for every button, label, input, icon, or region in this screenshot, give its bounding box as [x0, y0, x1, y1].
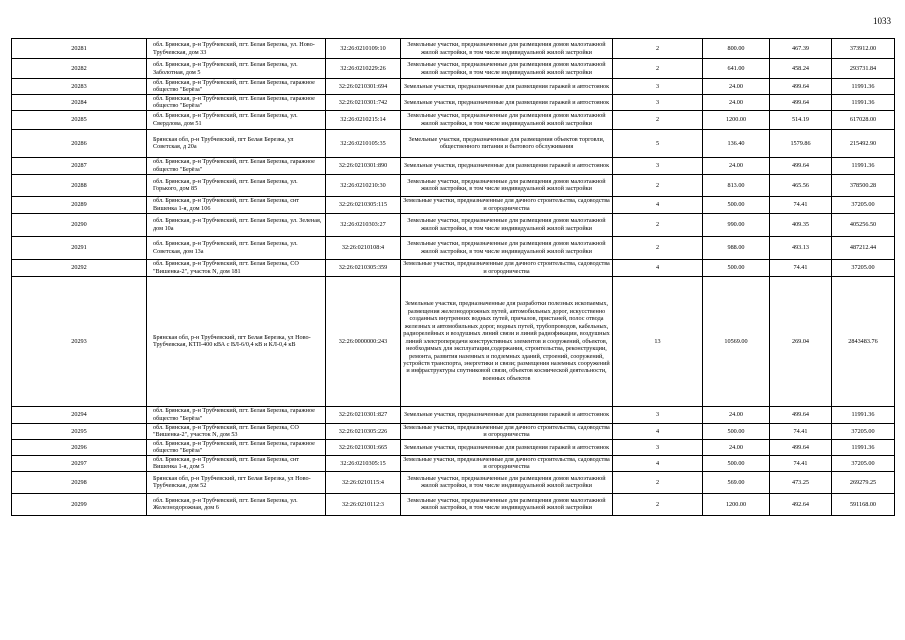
cadastral-value-cell: 2843483.76: [832, 276, 895, 406]
address-cell: обл. Брянская, р-н Трубчевский, пгт. Белая Березка, ул. Горького, дом 85: [147, 174, 326, 196]
land-use-purpose-cell: Земельные участки, предназначенные для размещения гаражей и автостоянок: [401, 439, 613, 455]
row-number: 20291: [12, 236, 147, 259]
table-row: [12, 157, 895, 174]
area-cell: 800.00: [703, 39, 770, 59]
use-group-cell: 2: [613, 59, 703, 79]
area-cell: 24.00: [703, 94, 770, 110]
cadastral-number-cell: 32:26:0210301:890: [326, 157, 401, 174]
use-group-cell: 2: [613, 471, 703, 493]
land-use-purpose-cell: Земельные участки, предназначенные для размещения домов малоэтажной жилой застройки, в том числе индивидуальной жилой застройки: [401, 110, 613, 129]
area-cell: 1200.00: [703, 110, 770, 129]
cadastral-value-cell: 37205.00: [832, 423, 895, 439]
cadastral-value-cell: 487212.44: [832, 236, 895, 259]
land-use-purpose-cell: Земельные участки, предназначенные для размещения домов малоэтажной жилой застройки, в том числе индивидуальной жилой застройки: [401, 236, 613, 259]
cadastral-number-cell: 32:26:0210305:15: [326, 455, 401, 471]
area-cell: 24.00: [703, 406, 770, 423]
land-use-purpose-cell: Земельные участки, предназначенные для размещения домов малоэтажной жилой застройки, в том числе индивидуальной жилой застройки: [401, 213, 613, 236]
specific-value-cell: 499.64: [770, 406, 832, 423]
cadastral-number-cell: 32:26:0210210:30: [326, 174, 401, 196]
specific-value-cell: 492.64: [770, 493, 832, 515]
use-group-cell: 2: [613, 493, 703, 515]
cadastral-number-cell: 32:26:0210109:10: [326, 39, 401, 59]
row-number: 20290: [12, 213, 147, 236]
specific-value-cell: 409.35: [770, 213, 832, 236]
table-row: [12, 94, 895, 110]
land-use-purpose-cell: Земельные участки, предназначенные для размещения гаражей и автостоянок: [401, 94, 613, 110]
specific-value-cell: 74.41: [770, 455, 832, 471]
table-row: [12, 423, 895, 439]
row-number: 20286: [12, 129, 147, 157]
row-number: 20289: [12, 196, 147, 213]
specific-value-cell: 493.13: [770, 236, 832, 259]
address-cell: обл. Брянская, р-н Трубчевский, пгт. Белая Березка, ул. Зеленая, дом 10а: [147, 213, 326, 236]
area-cell: 569.00: [703, 471, 770, 493]
cadastral-value-cell: 37205.00: [832, 455, 895, 471]
address-cell: обл. Брянская, р-н Трубчевский, пгт. Белая Березка, ул. Свердлова, дом 51: [147, 110, 326, 129]
row-number: 20284: [12, 94, 147, 110]
cadastral-number-cell: 32:26:0210215:14: [326, 110, 401, 129]
row-number: 20298: [12, 471, 147, 493]
land-use-purpose-cell: Земельные участки, предназначенные для размещения гаражей и автостоянок: [401, 79, 613, 95]
row-number: 20282: [12, 59, 147, 79]
address-cell: обл. Брянская, р-н Трубчевский, пгт. Белая Березка, снт Вишенка 1-я, дом 5: [147, 455, 326, 471]
specific-value-cell: 499.64: [770, 94, 832, 110]
specific-value-cell: 499.64: [770, 79, 832, 95]
area-cell: 10569.00: [703, 276, 770, 406]
cadastral-number-cell: 32:26:0210115:4: [326, 471, 401, 493]
specific-value-cell: 458.24: [770, 59, 832, 79]
land-registry-table: [11, 38, 895, 516]
specific-value-cell: 467.39: [770, 39, 832, 59]
cadastral-value-cell: 405256.50: [832, 213, 895, 236]
area-cell: 641.00: [703, 59, 770, 79]
cadastral-value-cell: 37205.00: [832, 259, 895, 276]
land-use-purpose-cell: Земельные участки, предназначенные для размещения гаражей и автостоянок: [401, 157, 613, 174]
use-group-cell: 4: [613, 259, 703, 276]
address-cell: обл. Брянская, р-н Трубчевский, пгт. Белая Березка, ул. Советская, дом 13а: [147, 236, 326, 259]
cadastral-number-cell: 32:26:0210305:359: [326, 259, 401, 276]
use-group-cell: 3: [613, 406, 703, 423]
table-row: [12, 406, 895, 423]
row-number: 20299: [12, 493, 147, 515]
address-cell: обл. Брянская, р-н Трубчевский, пгт. Белая Березка, гаражное общество "Берёза": [147, 406, 326, 423]
row-number: 20281: [12, 39, 147, 59]
table-row: [12, 174, 895, 196]
use-group-cell: 4: [613, 455, 703, 471]
specific-value-cell: 1579.86: [770, 129, 832, 157]
address-cell: обл. Брянская, р-н Трубчевский, пгт. Белая Березка, ул. Заболотная, дом 5: [147, 59, 326, 79]
table-row: [12, 110, 895, 129]
use-group-cell: 4: [613, 423, 703, 439]
cadastral-number-cell: 32:26:0210301:827: [326, 406, 401, 423]
row-number: 20287: [12, 157, 147, 174]
area-cell: 24.00: [703, 79, 770, 95]
table-row: [12, 493, 895, 515]
row-number: 20292: [12, 259, 147, 276]
cadastral-value-cell: 11991.36: [832, 79, 895, 95]
cadastral-value-cell: 373912.00: [832, 39, 895, 59]
cadastral-number-cell: 32:26:0210303:27: [326, 213, 401, 236]
table-row: [12, 259, 895, 276]
land-use-purpose-cell: Земельные участки, предназначенные для дачного строительства, садоводства и огородничества: [401, 455, 613, 471]
cadastral-number-cell: 32:26:0210301:742: [326, 94, 401, 110]
area-cell: 813.00: [703, 174, 770, 196]
land-use-purpose-cell: Земельные участки, предназначенные для размещения домов малоэтажной жилой застройки, в том числе индивидуальной жилой застройки: [401, 59, 613, 79]
cadastral-value-cell: 215492.90: [832, 129, 895, 157]
cadastral-value-cell: 269279.25: [832, 471, 895, 493]
area-cell: 24.00: [703, 157, 770, 174]
use-group-cell: 2: [613, 174, 703, 196]
cadastral-number-cell: 32:26:0210105:35: [326, 129, 401, 157]
use-group-cell: 4: [613, 196, 703, 213]
land-use-purpose-cell: Земельные участки, предназначенные для дачного строительства, садоводства и огородничества: [401, 259, 613, 276]
cadastral-number-cell: 32:26:0210229:26: [326, 59, 401, 79]
land-use-purpose-cell: Земельные участки, предназначенные для размещения домов малоэтажной жилой застройки, в том числе индивидуальной жилой застройки: [401, 493, 613, 515]
use-group-cell: 2: [613, 213, 703, 236]
use-group-cell: 2: [613, 110, 703, 129]
row-number: 20288: [12, 174, 147, 196]
cadastral-number-cell: 32:26:0210301:665: [326, 439, 401, 455]
area-cell: 988.00: [703, 236, 770, 259]
area-cell: 500.00: [703, 259, 770, 276]
use-group-cell: 3: [613, 94, 703, 110]
row-number: 20293: [12, 276, 147, 406]
row-number: 20297: [12, 455, 147, 471]
address-cell: обл. Брянская, р-н Трубчевский, пгт. Белая Березка, гаражное общество "Берёза": [147, 439, 326, 455]
cadastral-value-cell: 11991.36: [832, 94, 895, 110]
cadastral-value-cell: 11991.36: [832, 157, 895, 174]
cadastral-value-cell: 11991.36: [832, 406, 895, 423]
land-use-purpose-cell: Земельные участки, предназначенные для размещения домов малоэтажной жилой застройки, в том числе индивидуальной жилой застройки: [401, 39, 613, 59]
table-row: [12, 39, 895, 59]
use-group-cell: 3: [613, 79, 703, 95]
table-row: [12, 129, 895, 157]
table-row: [12, 59, 895, 79]
land-use-purpose-cell: Земельные участки, предназначенные для размещения домов малоэтажной жилой застройки, в том числе индивидуальной жилой застройки: [401, 174, 613, 196]
table-row: [12, 439, 895, 455]
specific-value-cell: 74.41: [770, 196, 832, 213]
area-cell: 24.00: [703, 439, 770, 455]
cadastral-value-cell: 293731.84: [832, 59, 895, 79]
address-cell: обл. Брянская, р-н Трубчевский, пгт. Белая Березка, снт Вишенка 1-я, дом 106: [147, 196, 326, 213]
cadastral-number-cell: 32:26:0210112:3: [326, 493, 401, 515]
specific-value-cell: 473.25: [770, 471, 832, 493]
use-group-cell: 2: [613, 236, 703, 259]
area-cell: 500.00: [703, 455, 770, 471]
land-use-purpose-cell: Земельные участки, предназначенные для дачного строительства, садоводства и огородничества: [401, 423, 613, 439]
use-group-cell: 3: [613, 157, 703, 174]
address-cell: Брянская обл, р-н Трубчевский, пгт Белая Березка, ул Советская, д 20а: [147, 129, 326, 157]
page-number: 1033: [873, 16, 891, 26]
address-cell: Брянская обл, р-н Трубчевский, пгт Белая Березка, ул Ново-Трубчевская, дом 52: [147, 471, 326, 493]
table-row: [12, 236, 895, 259]
specific-value-cell: 269.04: [770, 276, 832, 406]
address-cell: обл. Брянская, р-н Трубчевский, пгт. Белая Березка, ул. Железнодорожная, дом 6: [147, 493, 326, 515]
land-use-purpose-cell: Земельные участки, предназначенные для размещения домов малоэтажной жилой застройки, в том числе индивидуальной жилой застройки: [401, 471, 613, 493]
use-group-cell: 5: [613, 129, 703, 157]
land-use-purpose-cell: Земельные участки, предназначенные для дачного строительства, садоводства и огородничества: [401, 196, 613, 213]
use-group-cell: 13: [613, 276, 703, 406]
table-row: [12, 276, 895, 406]
area-cell: 990.00: [703, 213, 770, 236]
cadastral-number-cell: 32:26:0210305:115: [326, 196, 401, 213]
specific-value-cell: 499.64: [770, 157, 832, 174]
area-cell: 500.00: [703, 196, 770, 213]
area-cell: 136.40: [703, 129, 770, 157]
address-cell: обл. Брянская, р-н Трубчевский, пгт. Белая Березка, СО "Вишенка-2", участок N, дом 53: [147, 423, 326, 439]
cadastral-value-cell: 591168.00: [832, 493, 895, 515]
area-cell: 1200.00: [703, 493, 770, 515]
table-row: [12, 79, 895, 95]
address-cell: обл. Брянская, р-н Трубчевский, пгт. Белая Березка, гаражное общество "Берёза": [147, 94, 326, 110]
cadastral-number-cell: 32:26:0210305:226: [326, 423, 401, 439]
cadastral-value-cell: 11991.36: [832, 439, 895, 455]
address-cell: обл. Брянская, р-н Трубчевский, пгт. Белая Березка, СО "Вишенка-2", участок N, дом 181: [147, 259, 326, 276]
area-cell: 500.00: [703, 423, 770, 439]
specific-value-cell: 514.19: [770, 110, 832, 129]
cadastral-value-cell: 617028.00: [832, 110, 895, 129]
address-cell: обл. Брянская, р-н Трубчевский, пгт. Белая Березка, ул. Ново-Трубчевская, дом 33: [147, 39, 326, 59]
land-use-purpose-cell: Земельные участки, предназначенные для разработки полезных ископаемых, размещения железнодорожных путей, автомобильных дорог, искусственно созданных внутренних водных путей, причалов, пристаней, полос отвода железных и автомобильных дорог, водных путей, трубопроводов, кабельных, радиорелейных и воздушных линий связи и линий радиофикации, воздушных линий электропередачи конструктивных элементов и сооружений, объектов, необходимых для эксплуатации,содержания, строительства, реконструкции, ремонта, развития наземных и подземных зданий, строений, сооружений, устройств транспорта, энергетики и связи; размещения наземных сооружений и инфраструктуры спутниковой связи, объектов космической деятельности, военных объектов: [401, 276, 613, 406]
specific-value-cell: 74.41: [770, 259, 832, 276]
land-use-purpose-cell: Земельные участки, предназначенные для размещения гаражей и автостоянок: [401, 406, 613, 423]
table-row: [12, 213, 895, 236]
cadastral-value-cell: 378500.28: [832, 174, 895, 196]
cadastral-value-cell: 37205.00: [832, 196, 895, 213]
cadastral-number-cell: 32:26:0000000:243: [326, 276, 401, 406]
land-use-purpose-cell: Земельные участки, предназначенные для размещения объектов торговли, общественного питания и бытового обслуживания: [401, 129, 613, 157]
use-group-cell: 2: [613, 39, 703, 59]
table-row: [12, 196, 895, 213]
specific-value-cell: 499.64: [770, 439, 832, 455]
table-row: [12, 455, 895, 471]
use-group-cell: 3: [613, 439, 703, 455]
row-number: 20296: [12, 439, 147, 455]
row-number: 20285: [12, 110, 147, 129]
cadastral-number-cell: 32:26:0210301:694: [326, 79, 401, 95]
specific-value-cell: 74.41: [770, 423, 832, 439]
address-cell: обл. Брянская, р-н Трубчевский, пгт. Белая Березка, гаражное общество "Берёза": [147, 79, 326, 95]
cadastral-number-cell: 32:26:0210108:4: [326, 236, 401, 259]
row-number: 20295: [12, 423, 147, 439]
specific-value-cell: 465.56: [770, 174, 832, 196]
address-cell: обл. Брянская, р-н Трубчевский, пгт. Белая Березка, гаражное общество "Берёза": [147, 157, 326, 174]
row-number: 20294: [12, 406, 147, 423]
row-number: 20283: [12, 79, 147, 95]
address-cell: Брянская обл, р-н Трубчевский, пгт Белая Березка, ул Ново-Трубчевская, КТП-400 кВА с ВЛ-6/0,4 кВ и КЛ-0,4 кВ: [147, 276, 326, 406]
table-row: [12, 471, 895, 493]
